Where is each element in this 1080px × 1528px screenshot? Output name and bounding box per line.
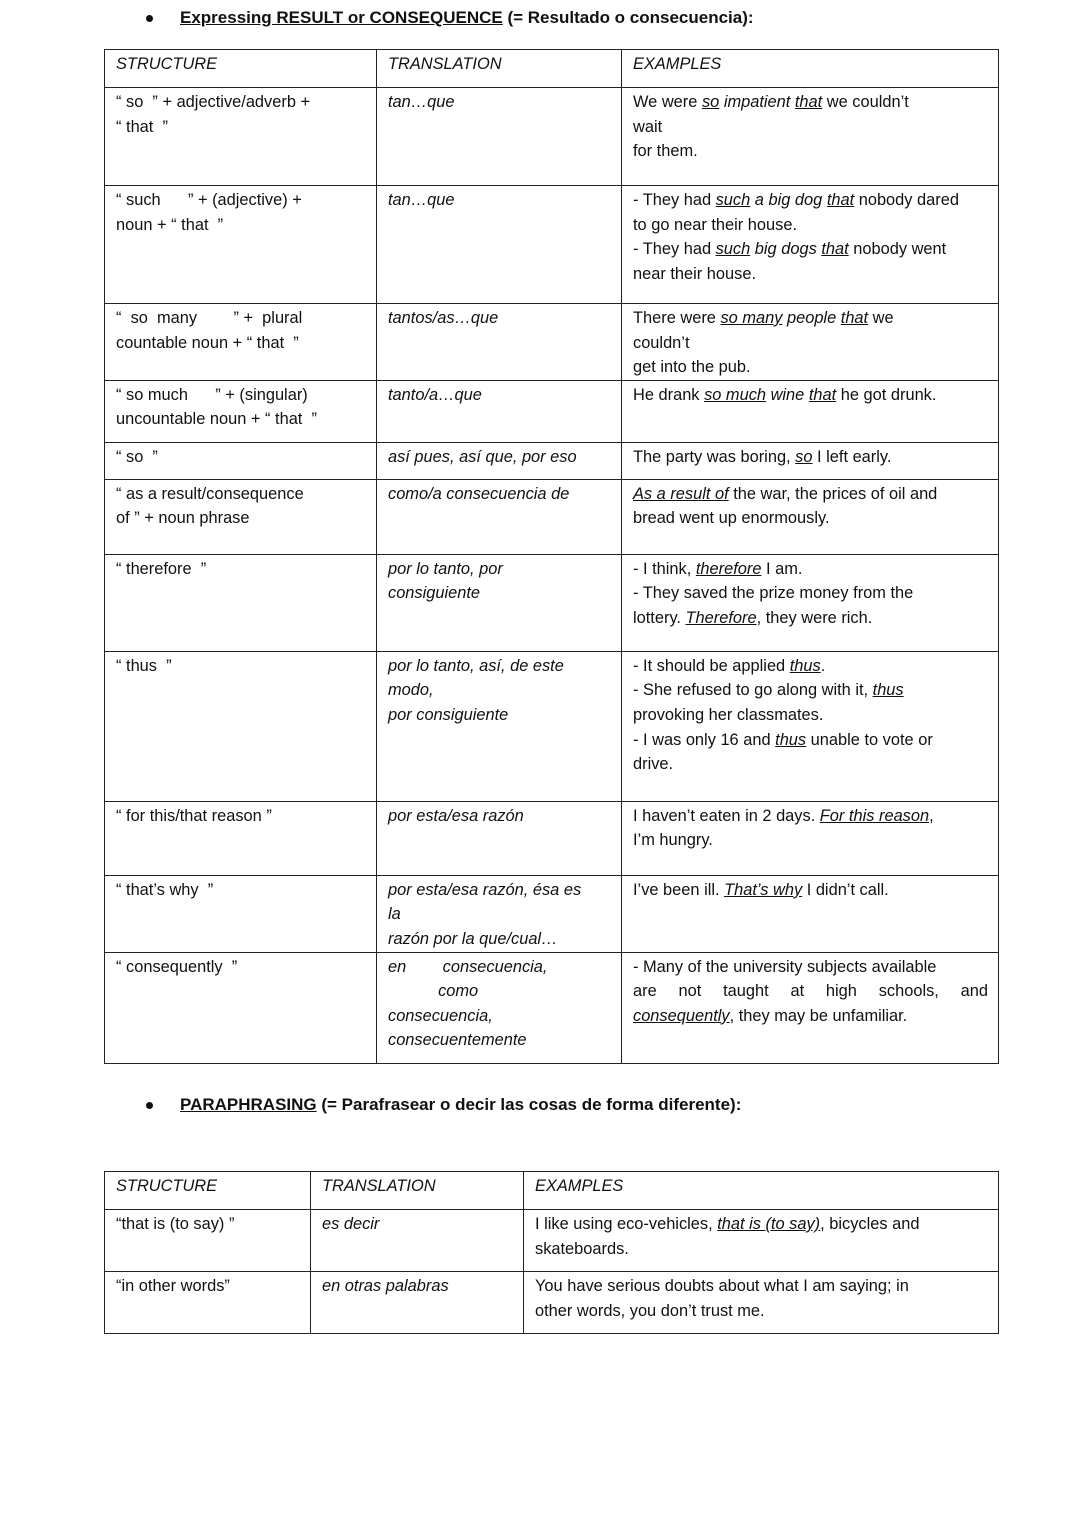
translation-text: tantos/as…que bbox=[388, 309, 499, 327]
highlighted-connector: thus bbox=[789, 656, 821, 675]
translation-text: tanto/a…que bbox=[388, 385, 482, 404]
table-row bbox=[105, 1272, 999, 1334]
translation-cell bbox=[311, 1210, 524, 1272]
translation-text: por lo tanto, por bbox=[388, 559, 503, 578]
translation-cell bbox=[377, 952, 622, 1063]
example-line bbox=[633, 728, 988, 753]
structure-cell bbox=[105, 304, 377, 381]
table-row bbox=[105, 186, 999, 304]
translation-text: tan…que bbox=[388, 93, 455, 111]
highlighted-connector: that bbox=[840, 309, 869, 327]
translation-text: así pues, así que, por eso bbox=[388, 447, 577, 466]
translation-text: como/a consecuencia de bbox=[388, 484, 570, 503]
structure-cell bbox=[105, 1210, 311, 1272]
example-line bbox=[633, 445, 988, 470]
example-text: couldn’t bbox=[633, 333, 690, 352]
translation-text: es decir bbox=[322, 1215, 380, 1233]
highlighted-connector: consequently bbox=[633, 1006, 730, 1025]
example-text: nobody dared bbox=[854, 191, 959, 209]
example-text: I’m hungry. bbox=[633, 831, 713, 850]
structure-text: “ thus ” bbox=[116, 656, 172, 675]
example-text: are not taught at high schools, and bbox=[633, 982, 988, 1001]
translation-text: consiguiente bbox=[388, 584, 481, 603]
example-text: I like using eco-vehicles, bbox=[535, 1215, 718, 1233]
structure-cell bbox=[105, 88, 377, 186]
bullet-icon bbox=[146, 15, 153, 22]
example-line bbox=[633, 355, 988, 380]
translation-text: modo, bbox=[388, 681, 434, 700]
header-structure: STRUCTURE bbox=[105, 50, 377, 88]
bullet-icon bbox=[146, 1102, 153, 1109]
table-row bbox=[105, 304, 999, 381]
structure-text: “ that ” bbox=[116, 117, 168, 136]
highlighted-connector: so many bbox=[720, 309, 783, 327]
example-text: wine bbox=[770, 385, 805, 404]
translation-text: por consiguiente bbox=[388, 705, 509, 724]
translation-cell bbox=[377, 380, 622, 442]
translation-text: por esta/esa razón, ésa es bbox=[388, 880, 582, 899]
example-text: to go near their house. bbox=[633, 215, 798, 234]
heading-subtitle: (= Resultado o consecuencia): bbox=[502, 8, 754, 27]
table-row bbox=[105, 554, 999, 651]
example-text: we bbox=[868, 309, 894, 327]
translation-text: por lo tanto, así, de este bbox=[388, 656, 564, 675]
translation-cell bbox=[377, 88, 622, 186]
example-text: I didn’t call. bbox=[802, 880, 889, 899]
result-consequence-table bbox=[104, 49, 999, 1064]
translation-text: tan…que bbox=[388, 191, 455, 209]
structure-cell bbox=[105, 479, 377, 554]
highlighted-connector: such bbox=[715, 240, 751, 259]
example-line bbox=[633, 1004, 988, 1029]
structure-text: “in other words” bbox=[116, 1277, 230, 1295]
example-text: The party was boring, bbox=[633, 447, 796, 466]
structure-cell bbox=[105, 801, 377, 875]
structure-text: “ as a result/consequence bbox=[116, 484, 304, 503]
translation-cell bbox=[377, 875, 622, 952]
example-text: provoking her classmates. bbox=[633, 705, 824, 724]
example-line bbox=[633, 306, 988, 331]
highlighted-connector: that is (to say) bbox=[717, 1215, 821, 1233]
heading-title: PARAPHRASING bbox=[180, 1095, 317, 1114]
structure-cell bbox=[105, 442, 377, 479]
heading-subtitle: (= Parafrasear o decir las cosas de forma diferente): bbox=[316, 1095, 742, 1114]
header-translation: TRANSLATION bbox=[377, 50, 622, 88]
structure-text: noun + “ that ” bbox=[116, 215, 224, 234]
example-text: we couldn’t bbox=[822, 93, 909, 111]
translation-text: como bbox=[388, 982, 479, 1001]
highlighted-connector: therefore bbox=[695, 559, 762, 578]
example-line bbox=[535, 1299, 988, 1324]
example-text: I haven’t eaten in 2 days. bbox=[633, 806, 820, 825]
highlighted-connector: such bbox=[715, 191, 751, 209]
translation-text: consecuencia, bbox=[388, 1006, 493, 1025]
highlighted-connector: so bbox=[795, 447, 813, 466]
structure-text: “ so ” + adjective/adverb + bbox=[116, 93, 311, 111]
structure-text: of ” + noun phrase bbox=[116, 509, 250, 528]
example-line bbox=[633, 506, 988, 531]
example-text: unable to vote or bbox=[806, 730, 933, 749]
structure-text: “ for this/that reason ” bbox=[116, 806, 272, 825]
highlighted-connector: so bbox=[701, 93, 720, 111]
example-text: , they were rich. bbox=[756, 608, 873, 627]
structure-text: countable noun + “ that ” bbox=[116, 333, 299, 352]
example-line bbox=[633, 581, 988, 606]
table-row bbox=[105, 801, 999, 875]
translation-cell bbox=[377, 479, 622, 554]
highlighted-connector: that bbox=[794, 93, 823, 111]
example-line bbox=[633, 115, 988, 140]
structure-text: “that is (to say) ” bbox=[116, 1215, 235, 1233]
example-line bbox=[633, 752, 988, 777]
example-text: You have serious doubts about what I am saying; in bbox=[535, 1277, 909, 1295]
examples-cell bbox=[622, 875, 999, 952]
paraphrasing-table bbox=[104, 1171, 999, 1334]
example-text: drive. bbox=[633, 755, 674, 774]
highlighted-connector: thus bbox=[775, 730, 807, 749]
translation-text: en otras palabras bbox=[322, 1277, 449, 1295]
heading-title: Expressing RESULT or CONSEQUENCE bbox=[180, 8, 503, 27]
examples-cell bbox=[622, 380, 999, 442]
example-line bbox=[633, 654, 988, 679]
example-text: near their house. bbox=[633, 264, 757, 283]
example-text: - She refused to go along with it, bbox=[633, 681, 873, 700]
examples-cell bbox=[622, 801, 999, 875]
example-text: he got drunk. bbox=[836, 385, 937, 404]
example-text: skateboards. bbox=[535, 1239, 629, 1258]
examples-cell bbox=[524, 1210, 999, 1272]
structure-cell bbox=[105, 875, 377, 952]
example-text: people bbox=[786, 309, 837, 327]
translation-text: en consecuencia, bbox=[388, 957, 548, 976]
example-text: impatient bbox=[723, 93, 795, 111]
example-text: We were bbox=[633, 93, 702, 111]
example-text: wait bbox=[633, 117, 663, 136]
example-text: There were bbox=[633, 309, 721, 327]
structure-text: “ therefore ” bbox=[116, 559, 207, 578]
example-text: - I was only 16 and bbox=[633, 730, 776, 749]
structure-text: “ consequently ” bbox=[116, 957, 238, 976]
examples-cell bbox=[622, 304, 999, 381]
example-line bbox=[633, 331, 988, 356]
header-translation: TRANSLATION bbox=[311, 1172, 524, 1210]
section-heading-result bbox=[146, 8, 754, 28]
example-line bbox=[633, 188, 988, 213]
translation-cell bbox=[377, 651, 622, 801]
section-heading-paraphrasing bbox=[146, 1095, 741, 1115]
example-line bbox=[633, 90, 988, 115]
example-text: I left early. bbox=[812, 447, 892, 466]
table-row bbox=[105, 1210, 999, 1272]
example-text: bread went up enormously. bbox=[633, 509, 830, 528]
structure-text: “ so ” bbox=[116, 447, 158, 466]
structure-text: uncountable noun + “ that ” bbox=[116, 410, 317, 429]
examples-cell bbox=[524, 1272, 999, 1334]
examples-cell bbox=[622, 88, 999, 186]
header-examples: EXAMPLES bbox=[524, 1172, 999, 1210]
highlighted-connector: that bbox=[821, 240, 849, 259]
example-text: - Many of the university subjects available bbox=[633, 957, 937, 976]
example-text: nobody went bbox=[848, 240, 947, 259]
example-text: - It should be applied bbox=[633, 656, 790, 675]
example-line bbox=[633, 557, 988, 582]
example-text: - They saved the prize money from the bbox=[633, 584, 914, 603]
example-line bbox=[535, 1237, 988, 1262]
translation-cell bbox=[377, 554, 622, 651]
header-examples: EXAMPLES bbox=[622, 50, 999, 88]
example-line bbox=[633, 979, 988, 1004]
example-line bbox=[633, 237, 988, 262]
example-text: - I think, bbox=[633, 559, 696, 578]
examples-cell bbox=[622, 952, 999, 1063]
example-text: - They had bbox=[633, 191, 716, 209]
structure-text: “ so many ” + plural bbox=[116, 309, 303, 327]
example-line bbox=[535, 1274, 988, 1299]
structure-text: “ so much ” + (singular) bbox=[116, 385, 308, 404]
examples-cell bbox=[622, 442, 999, 479]
example-text: a big dog bbox=[754, 191, 823, 209]
translation-cell bbox=[377, 442, 622, 479]
highlighted-connector: that bbox=[808, 385, 837, 404]
example-line bbox=[633, 678, 988, 703]
example-line bbox=[633, 213, 988, 238]
example-text: get into the pub. bbox=[633, 358, 751, 377]
structure-cell bbox=[105, 554, 377, 651]
example-line bbox=[633, 383, 988, 408]
structure-cell bbox=[105, 186, 377, 304]
table-row bbox=[105, 88, 999, 186]
structure-text: “ that’s why ” bbox=[116, 880, 214, 899]
structure-cell bbox=[105, 651, 377, 801]
structure-cell bbox=[105, 952, 377, 1063]
example-text: , they may be unfamiliar. bbox=[729, 1006, 908, 1025]
table-row bbox=[105, 479, 999, 554]
example-text: He drank bbox=[633, 385, 705, 404]
examples-cell bbox=[622, 554, 999, 651]
highlighted-connector: That’s why bbox=[724, 880, 803, 899]
translation-text: razón por la que/cual… bbox=[388, 929, 558, 948]
example-text: . bbox=[820, 656, 826, 675]
translation-text: por esta/esa razón bbox=[388, 806, 524, 825]
example-text: other words, you don’t trust me. bbox=[535, 1301, 765, 1320]
example-line bbox=[535, 1212, 988, 1237]
translation-cell bbox=[377, 186, 622, 304]
example-text: lottery. bbox=[633, 608, 686, 627]
highlighted-connector: thus bbox=[872, 681, 904, 700]
translation-text: la bbox=[388, 905, 401, 924]
example-line bbox=[633, 482, 988, 507]
examples-cell bbox=[622, 479, 999, 554]
highlighted-connector: that bbox=[826, 191, 855, 209]
highlighted-connector: As a result of bbox=[633, 484, 729, 503]
example-line bbox=[633, 878, 988, 903]
example-text: I’ve been ill. bbox=[633, 880, 725, 899]
structure-text: “ such ” + (adjective) + bbox=[116, 191, 302, 209]
translation-cell bbox=[377, 801, 622, 875]
table-header-row bbox=[105, 50, 999, 88]
example-text: - They had bbox=[633, 240, 716, 259]
structure-cell bbox=[105, 1272, 311, 1334]
table-row bbox=[105, 651, 999, 801]
structure-cell bbox=[105, 380, 377, 442]
example-text: for them. bbox=[633, 142, 698, 161]
examples-cell bbox=[622, 186, 999, 304]
table-row bbox=[105, 952, 999, 1063]
example-line bbox=[633, 804, 988, 829]
example-line bbox=[633, 703, 988, 728]
example-text: big dogs bbox=[754, 240, 817, 259]
example-text: I am. bbox=[761, 559, 803, 578]
example-line bbox=[633, 606, 988, 631]
highlighted-connector: so much bbox=[704, 385, 767, 404]
example-line bbox=[633, 955, 988, 980]
example-line bbox=[633, 139, 988, 164]
example-line bbox=[633, 262, 988, 287]
highlighted-connector: Therefore bbox=[685, 608, 757, 627]
table-row bbox=[105, 380, 999, 442]
table-row bbox=[105, 875, 999, 952]
translation-cell bbox=[311, 1272, 524, 1334]
header-structure: STRUCTURE bbox=[105, 1172, 311, 1210]
highlighted-connector: For this reason bbox=[819, 806, 930, 825]
example-text: , bicycles and bbox=[820, 1215, 920, 1233]
example-line bbox=[633, 828, 988, 853]
translation-cell bbox=[377, 304, 622, 381]
example-text: the war, the prices of oil and bbox=[728, 484, 938, 503]
table-row bbox=[105, 442, 999, 479]
table-header-row bbox=[105, 1172, 999, 1210]
example-text: , bbox=[929, 806, 934, 825]
examples-cell bbox=[622, 651, 999, 801]
translation-text: consecuentemente bbox=[388, 1031, 527, 1050]
